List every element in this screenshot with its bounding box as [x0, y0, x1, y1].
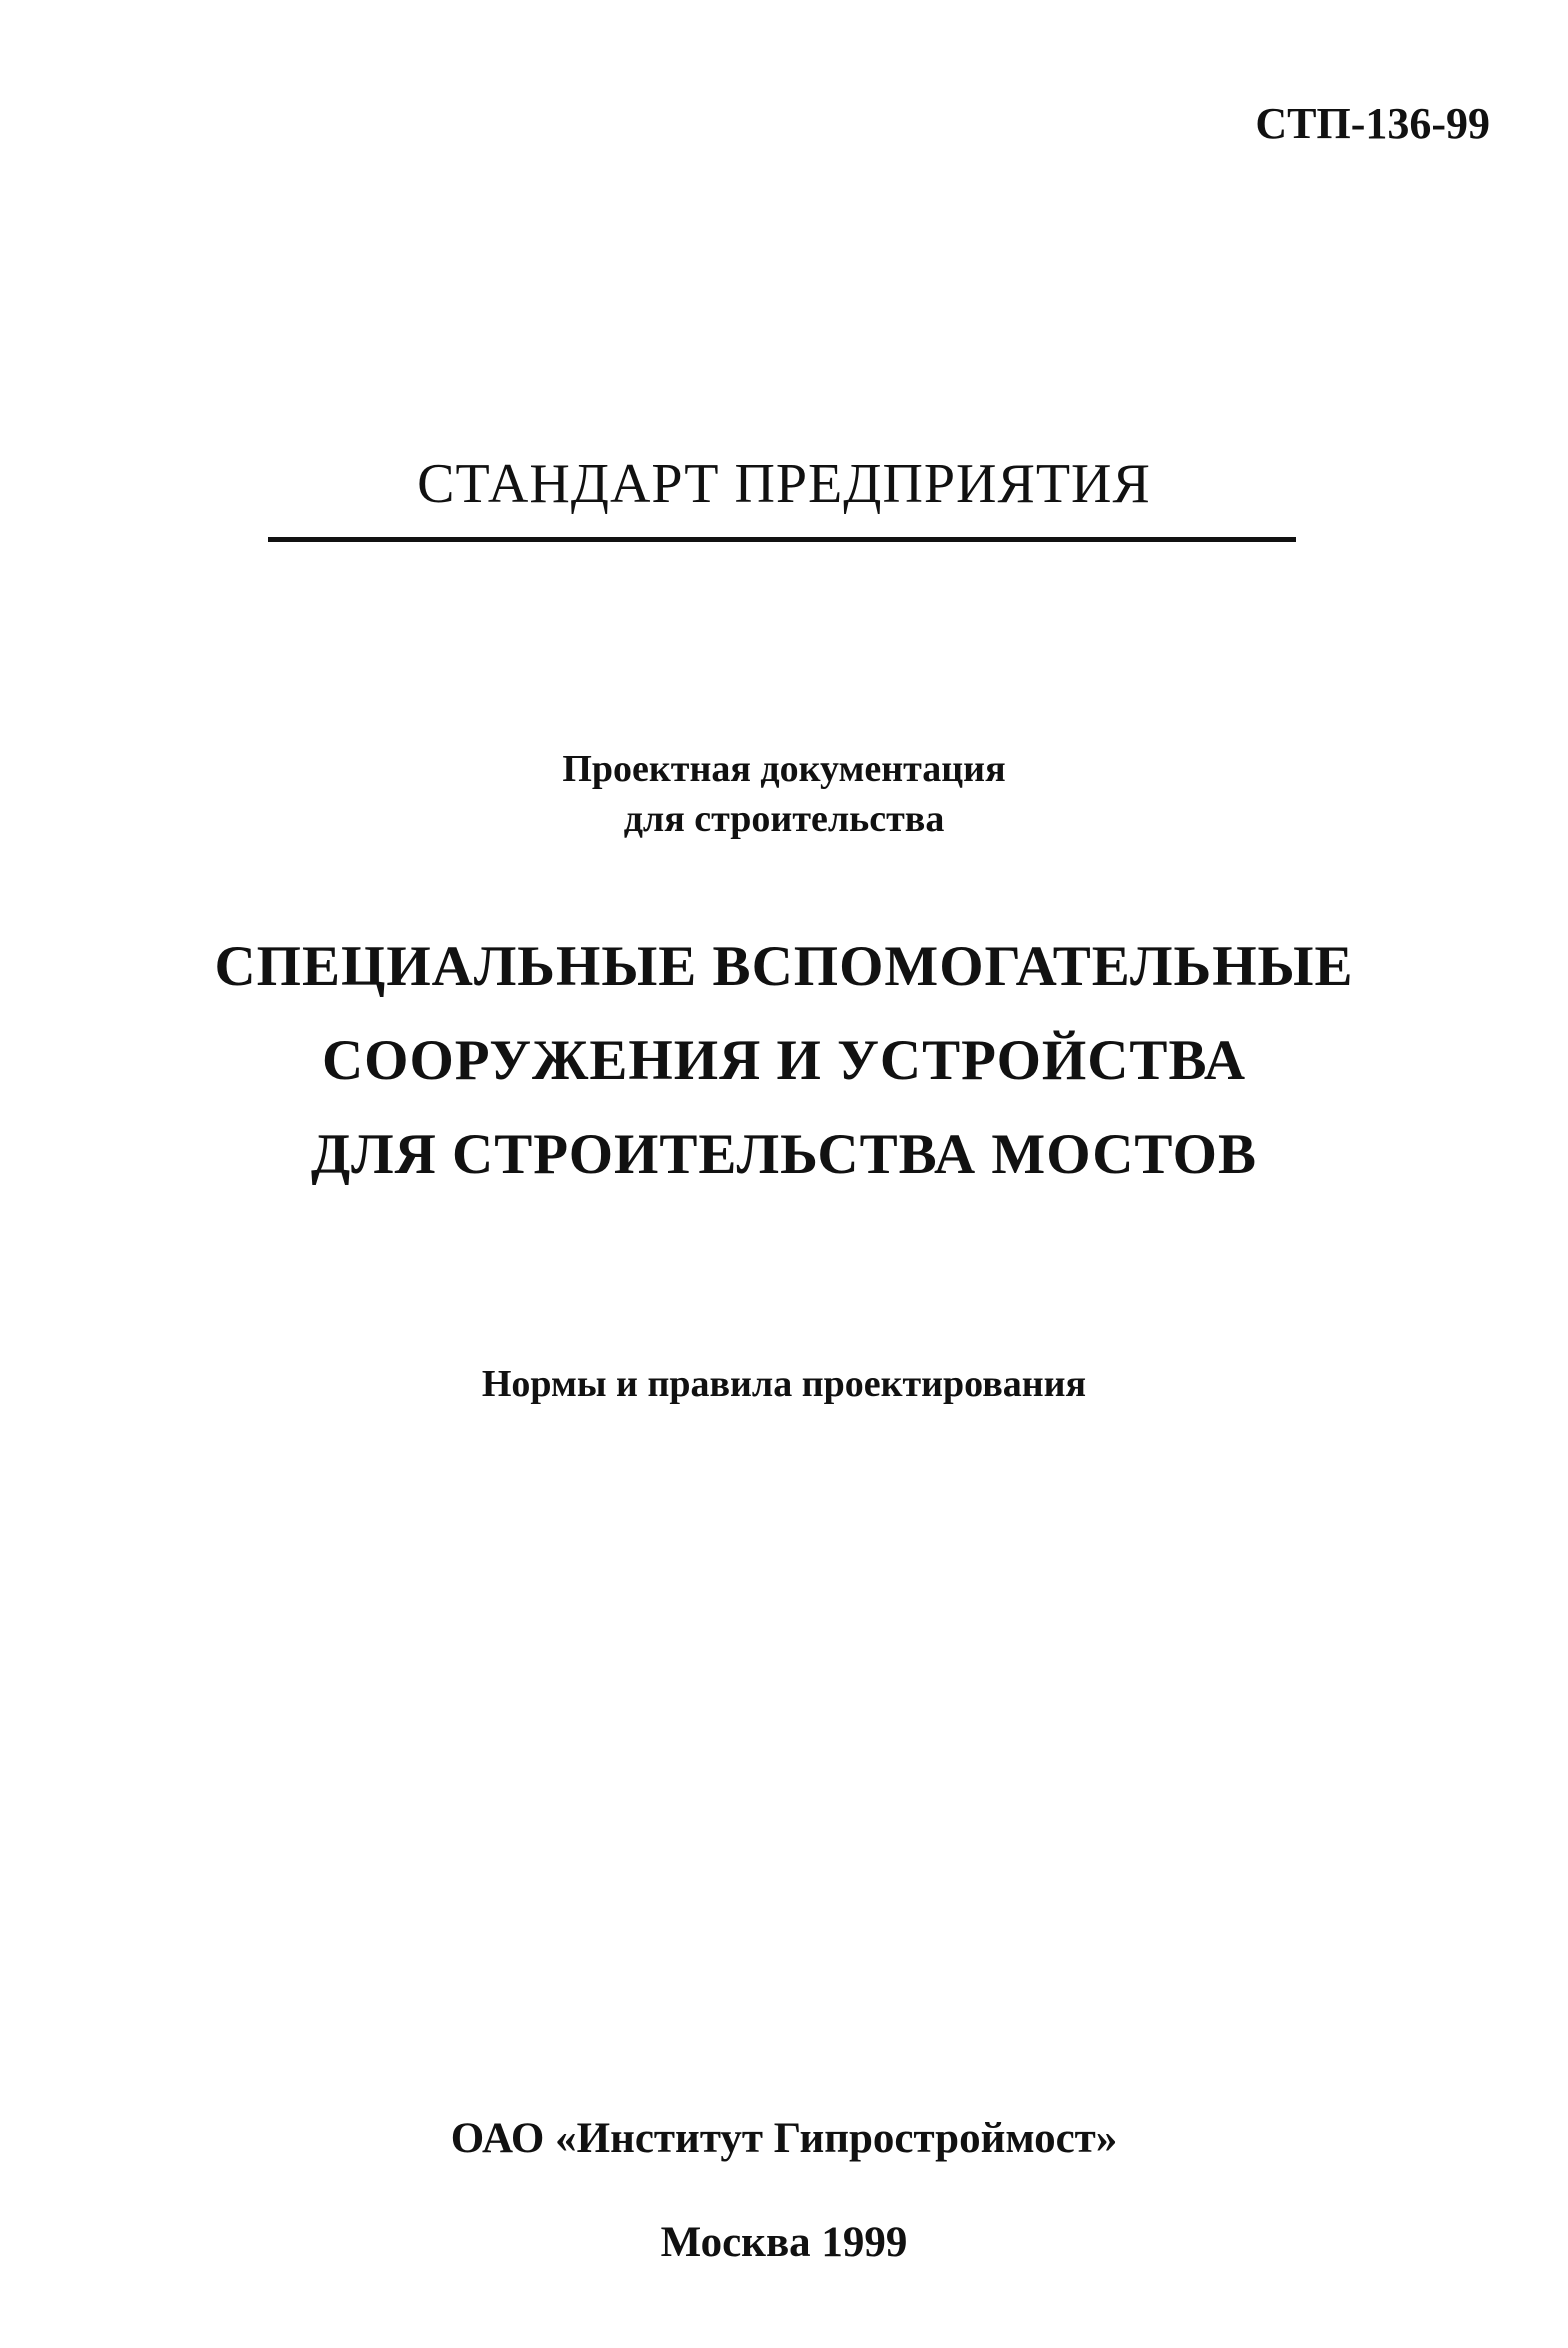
document-category [0, 744, 1568, 844]
title-line-3: ДЛЯ СТРОИТЕЛЬСТВА МОСТОВ [310, 1123, 1258, 1186]
category-line-2: для строительства [623, 798, 945, 840]
document-title [0, 920, 1568, 1202]
place-and-year: Москва 1999 [660, 2219, 908, 2266]
title-line-2: СООРУЖЕНИЯ И УСТРОЙСТВА [321, 1029, 1247, 1092]
category-line-1: Проектная документация [562, 748, 1006, 790]
title-line-1: СПЕЦИАЛЬНЫЕ ВСПОМОГАТЕЛЬНЫЕ [214, 935, 1354, 998]
publisher: ОАО «Институт Гипростроймост» [450, 2115, 1118, 2162]
heading-divider [268, 537, 1296, 542]
document-code: СТП-136-99 [1255, 99, 1490, 148]
document-subtitle: Нормы и правила проектирования [481, 1363, 1087, 1405]
standard-heading: СТАНДАРТ ПРЕДПРИЯТИЯ [417, 453, 1151, 515]
